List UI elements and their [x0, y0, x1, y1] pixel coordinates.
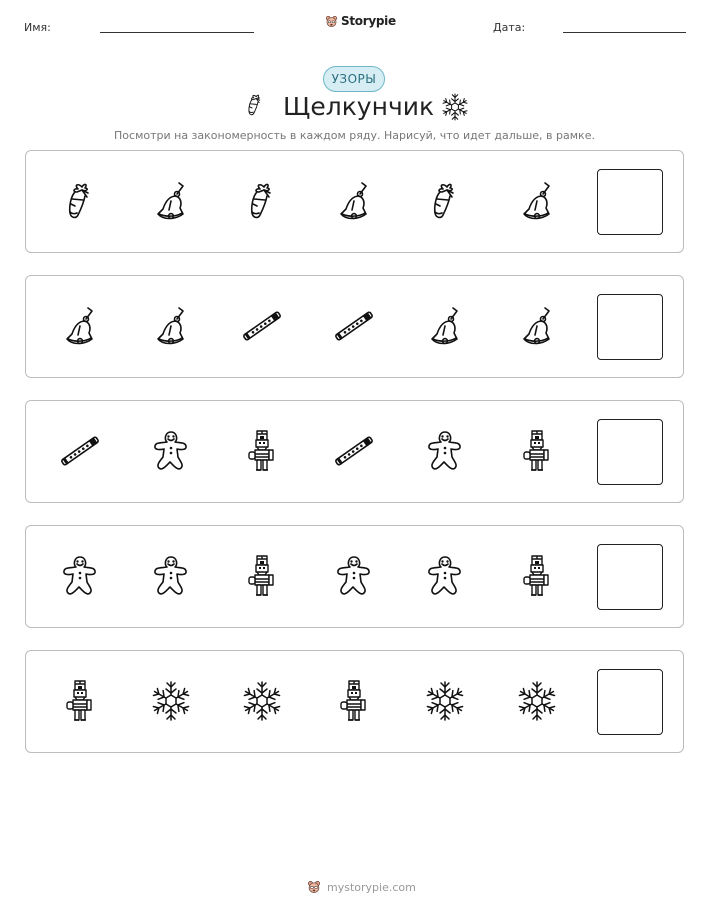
answer-box-3[interactable]	[597, 419, 663, 485]
pattern-row-5	[25, 650, 684, 753]
flute-icon	[58, 429, 102, 473]
pattern-row-2	[25, 275, 684, 378]
storypie-logo[interactable]	[325, 14, 396, 28]
nutcracker-icon	[240, 554, 284, 598]
footer-link[interactable]: mystorypie.com	[327, 880, 416, 894]
gingerbread-icon	[423, 429, 467, 473]
snowflake-icon	[515, 679, 559, 723]
storypie-bear-icon	[325, 15, 338, 28]
flute-icon	[332, 304, 376, 348]
gingerbread-icon	[149, 429, 193, 473]
snowflake-icon	[149, 679, 193, 723]
bell-icon	[515, 304, 559, 348]
bell-icon	[149, 179, 193, 223]
answer-box-2[interactable]	[597, 294, 663, 360]
date-label: Дата:	[493, 21, 526, 34]
bell-icon	[515, 179, 559, 223]
name-label: Имя:	[24, 21, 51, 34]
date-field[interactable]	[563, 32, 686, 33]
name-field[interactable]	[100, 32, 254, 33]
gingerbread-icon	[332, 554, 376, 598]
answer-box-4[interactable]	[597, 544, 663, 610]
category-badge: УЗОРЫ	[323, 66, 385, 92]
snowflake-icon	[440, 92, 470, 122]
page-title: Щелкунчик	[283, 92, 435, 121]
pattern-row-3	[25, 400, 684, 503]
answer-box-1[interactable]	[597, 169, 663, 235]
bell-icon	[332, 179, 376, 223]
ballet-shoe-icon	[240, 179, 284, 223]
nutcracker-icon	[332, 679, 376, 723]
bell-icon	[58, 304, 102, 348]
gingerbread-icon	[58, 554, 102, 598]
flute-icon	[332, 429, 376, 473]
nutcracker-icon	[58, 679, 102, 723]
pattern-row-4	[25, 525, 684, 628]
answer-box-5[interactable]	[597, 669, 663, 735]
nutcracker-icon	[515, 554, 559, 598]
bell-icon	[423, 304, 467, 348]
nutcracker-icon	[515, 429, 559, 473]
flute-icon	[240, 304, 284, 348]
ballet-shoe-icon	[242, 90, 268, 120]
snowflake-icon	[423, 679, 467, 723]
bell-icon	[149, 304, 193, 348]
snowflake-icon	[240, 679, 284, 723]
instruction-text: Посмотри на закономерность в каждом ряду. Нарисуй, что идет дальше, в рамке.	[114, 129, 595, 142]
pattern-row-1	[25, 150, 684, 253]
nutcracker-icon	[240, 429, 284, 473]
storypie-bear-icon	[307, 880, 321, 894]
ballet-shoe-icon	[58, 179, 102, 223]
footer[interactable]	[307, 880, 416, 894]
gingerbread-icon	[423, 554, 467, 598]
ballet-shoe-icon	[423, 179, 467, 223]
logo-text: Storypie	[341, 14, 396, 28]
gingerbread-icon	[149, 554, 193, 598]
